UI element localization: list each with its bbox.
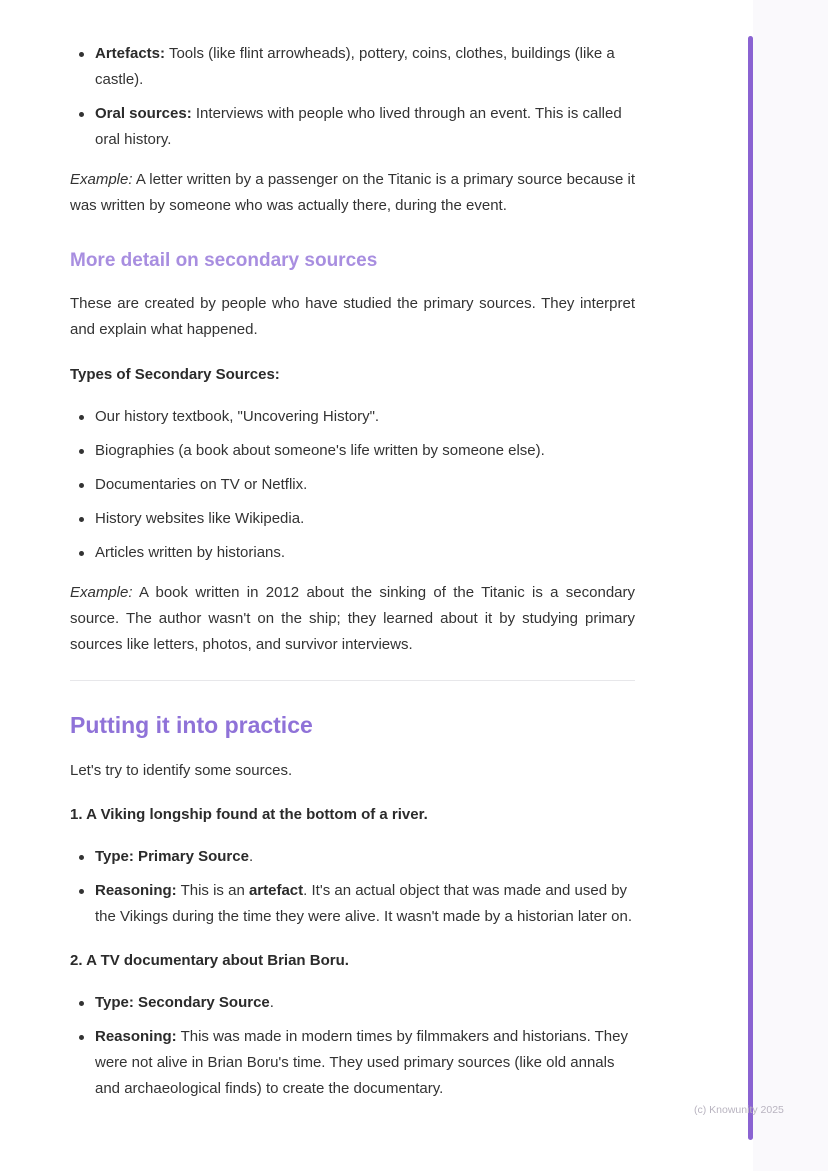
reasoning-label: Reasoning: <box>95 882 177 899</box>
type-suffix: . <box>248 848 254 865</box>
bullet-text: Tools (like flint arrowheads), pottery, coins, clothes, buildings (like a castle). <box>95 45 615 88</box>
list-item-artefacts <box>70 41 635 93</box>
example-text: A book written in 2012 about the sinking of the Titanic is a secondary source. The author wasn't on the ship; they learned about it by studying primary sources like letters, photos, and survivor interviews. <box>70 584 636 653</box>
bullet-text: Interviews with people who lived through an event. This is called oral history. <box>95 105 622 148</box>
exercise-reasoning-item <box>70 1024 635 1102</box>
secondary-intro-paragraph: These are created by people who have studied the primary sources. They interpret and explain what happened. <box>70 295 635 338</box>
note-content <box>70 0 635 1110</box>
type-suffix: . <box>269 994 274 1011</box>
exercise-1-details <box>70 844 635 930</box>
exercise-2-title: 2. A TV documentary about Brian Boru. <box>70 952 349 969</box>
page-right-gutter <box>753 0 828 1171</box>
type-label: Type: Primary Source <box>95 848 249 865</box>
reasoning-bold-term: artefact <box>248 882 304 899</box>
reasoning-text: . It's an actual object that was made and used by the Vikings during the time they were alive. It wasn't made by a historian later on. <box>95 882 633 925</box>
exercise-reasoning-item <box>70 878 635 930</box>
bullet-term: Oral sources: <box>95 105 192 122</box>
reasoning-label: Reasoning: <box>95 1028 177 1045</box>
bullet-term: Artefacts: <box>95 45 166 62</box>
vertical-accent-bar <box>748 36 753 1140</box>
list-item-textbook: Our history textbook, "Uncovering History". <box>70 404 635 430</box>
exercise-type-item <box>70 844 635 870</box>
example-label: Example: <box>70 171 133 188</box>
list-item-websites: History websites like Wikipedia. <box>70 506 635 532</box>
section-divider <box>70 680 635 681</box>
example-label: Example: <box>70 584 133 601</box>
example-text: A letter written by a passenger on the Titanic is a primary source because it was written by someone who was actually there, during the event. <box>70 171 635 214</box>
copyright-credit: (c) Knowunity 2025 <box>694 1104 784 1116</box>
secondary-sources-list <box>70 404 635 566</box>
practice-intro-text: Let's try to identify some sources. <box>70 762 293 779</box>
list-item-oral-sources <box>70 101 635 153</box>
heading-putting-into-practice: Putting it into practice <box>70 712 313 738</box>
reasoning-text: This was made in modern times by filmmakers and historians. They were not alive in Brian Boru's time. They used primary sources (like old annals and archaeological finds) to create the documentary. <box>95 1028 628 1097</box>
list-item-documentaries: Documentaries on TV or Netflix. <box>70 472 635 498</box>
secondary-example-paragraph <box>70 580 635 658</box>
exercise-1-title: 1. A Viking longship found at the bottom of a river. <box>70 806 428 823</box>
types-of-secondary-sources-label: Types of Secondary Sources: <box>70 366 280 383</box>
exercise-2-details <box>70 990 635 1102</box>
primary-example-paragraph <box>70 167 635 219</box>
type-label: Type: Secondary Source <box>95 994 270 1011</box>
list-item-biographies: Biographies (a book about someone's life written by someone else). <box>70 438 635 464</box>
list-item-articles: Articles written by historians. <box>70 540 635 566</box>
exercise-type-item <box>70 990 635 1016</box>
reasoning-text: This is an <box>180 882 249 899</box>
primary-sources-list <box>70 41 635 153</box>
heading-secondary-sources: More detail on secondary sources <box>70 250 378 271</box>
